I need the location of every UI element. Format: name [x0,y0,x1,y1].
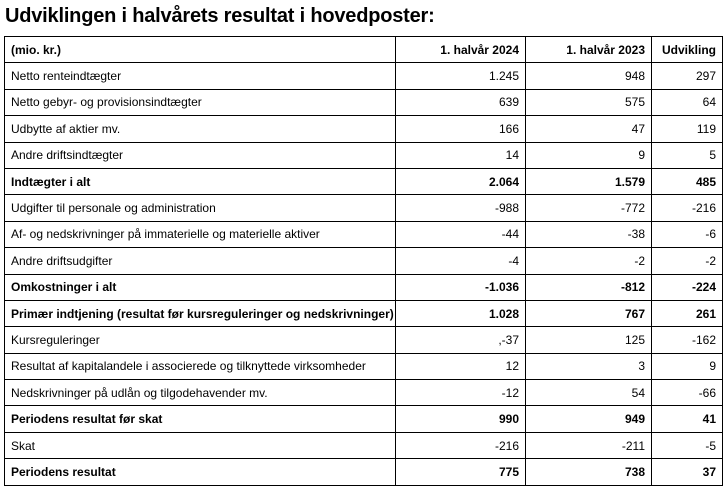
cell-h1-2024: 12 [396,353,526,379]
header-h1-2023: 1. halvår 2023 [526,37,652,63]
row-label: Periodens resultat [5,459,396,485]
table-row [5,63,723,89]
table-row [5,380,723,406]
cell-change: -162 [652,327,723,353]
cell-h1-2024: 166 [396,116,526,142]
cell-h1-2024: 14 [396,142,526,168]
table-row [5,353,723,379]
cell-change: -66 [652,380,723,406]
cell-change: 485 [652,168,723,194]
results-table [4,36,723,486]
table-body [5,63,723,485]
cell-change: -224 [652,274,723,300]
row-label: Kursreguleringer [5,327,396,353]
cell-h1-2024: -44 [396,221,526,247]
cell-h1-2023: 47 [526,116,652,142]
cell-h1-2024: -988 [396,195,526,221]
header-h1-2024: 1. halvår 2024 [396,37,526,63]
cell-h1-2024: 1.028 [396,300,526,326]
row-label: Periodens resultat før skat [5,406,396,432]
cell-h1-2023: 767 [526,300,652,326]
row-label: Skat [5,432,396,458]
table-row [5,432,723,458]
cell-h1-2023: 125 [526,327,652,353]
cell-change: -6 [652,221,723,247]
cell-h1-2023: -38 [526,221,652,247]
row-label: Resultat af kapitalandele i associerede og tilknyttede virksomheder [5,353,396,379]
cell-change: 119 [652,116,723,142]
cell-h1-2024: -12 [396,380,526,406]
cell-change: -5 [652,432,723,458]
cell-change: 41 [652,406,723,432]
row-label: Omkostninger i alt [5,274,396,300]
row-label: Andre driftsindtægter [5,142,396,168]
cell-h1-2024: ,-37 [396,327,526,353]
cell-h1-2023: -772 [526,195,652,221]
table-row [5,116,723,142]
table-header-row [5,37,723,63]
row-label: Netto gebyr- og provisionsindtægter [5,89,396,115]
table-row [5,142,723,168]
header-unit: (mio. kr.) [5,37,396,63]
results-table-container [4,36,722,486]
row-label: Udgifter til personale og administration [5,195,396,221]
cell-h1-2024: 639 [396,89,526,115]
cell-h1-2024: -1.036 [396,274,526,300]
table-row [5,168,723,194]
cell-change: -216 [652,195,723,221]
cell-h1-2024: 775 [396,459,526,485]
table-row [5,459,723,485]
header-change: Udvikling [652,37,723,63]
cell-change: 5 [652,142,723,168]
row-label: Nedskrivninger på udlån og tilgodehavender mv. [5,380,396,406]
cell-change: 64 [652,89,723,115]
table-row [5,327,723,353]
cell-h1-2023: 949 [526,406,652,432]
table-row [5,89,723,115]
cell-h1-2023: 738 [526,459,652,485]
table-row [5,274,723,300]
row-label: Af- og nedskrivninger på immaterielle og materielle aktiver [5,221,396,247]
cell-h1-2024: 1.245 [396,63,526,89]
row-label: Primær indtjening (resultat før kursreguleringer og nedskrivninger) [5,300,396,326]
cell-h1-2023: -211 [526,432,652,458]
cell-change: 261 [652,300,723,326]
row-label: Indtægter i alt [5,168,396,194]
cell-h1-2023: 9 [526,142,652,168]
table-row [5,195,723,221]
cell-change: 9 [652,353,723,379]
table-row [5,300,723,326]
table-row [5,221,723,247]
row-label: Netto renteindtægter [5,63,396,89]
row-label: Andre driftsudgifter [5,248,396,274]
cell-h1-2023: 948 [526,63,652,89]
table-row [5,248,723,274]
cell-h1-2023: -812 [526,274,652,300]
cell-h1-2023: 575 [526,89,652,115]
cell-change: 37 [652,459,723,485]
cell-h1-2024: 2.064 [396,168,526,194]
cell-change: 297 [652,63,723,89]
cell-h1-2024: -4 [396,248,526,274]
cell-h1-2023: 54 [526,380,652,406]
cell-h1-2024: 990 [396,406,526,432]
cell-h1-2023: -2 [526,248,652,274]
cell-h1-2023: 3 [526,353,652,379]
row-label: Udbytte af aktier mv. [5,116,396,142]
page-title: Udviklingen i halvårets resultat i hovedposter: [5,5,435,27]
cell-change: -2 [652,248,723,274]
cell-h1-2024: -216 [396,432,526,458]
table-row [5,406,723,432]
cell-h1-2023: 1.579 [526,168,652,194]
